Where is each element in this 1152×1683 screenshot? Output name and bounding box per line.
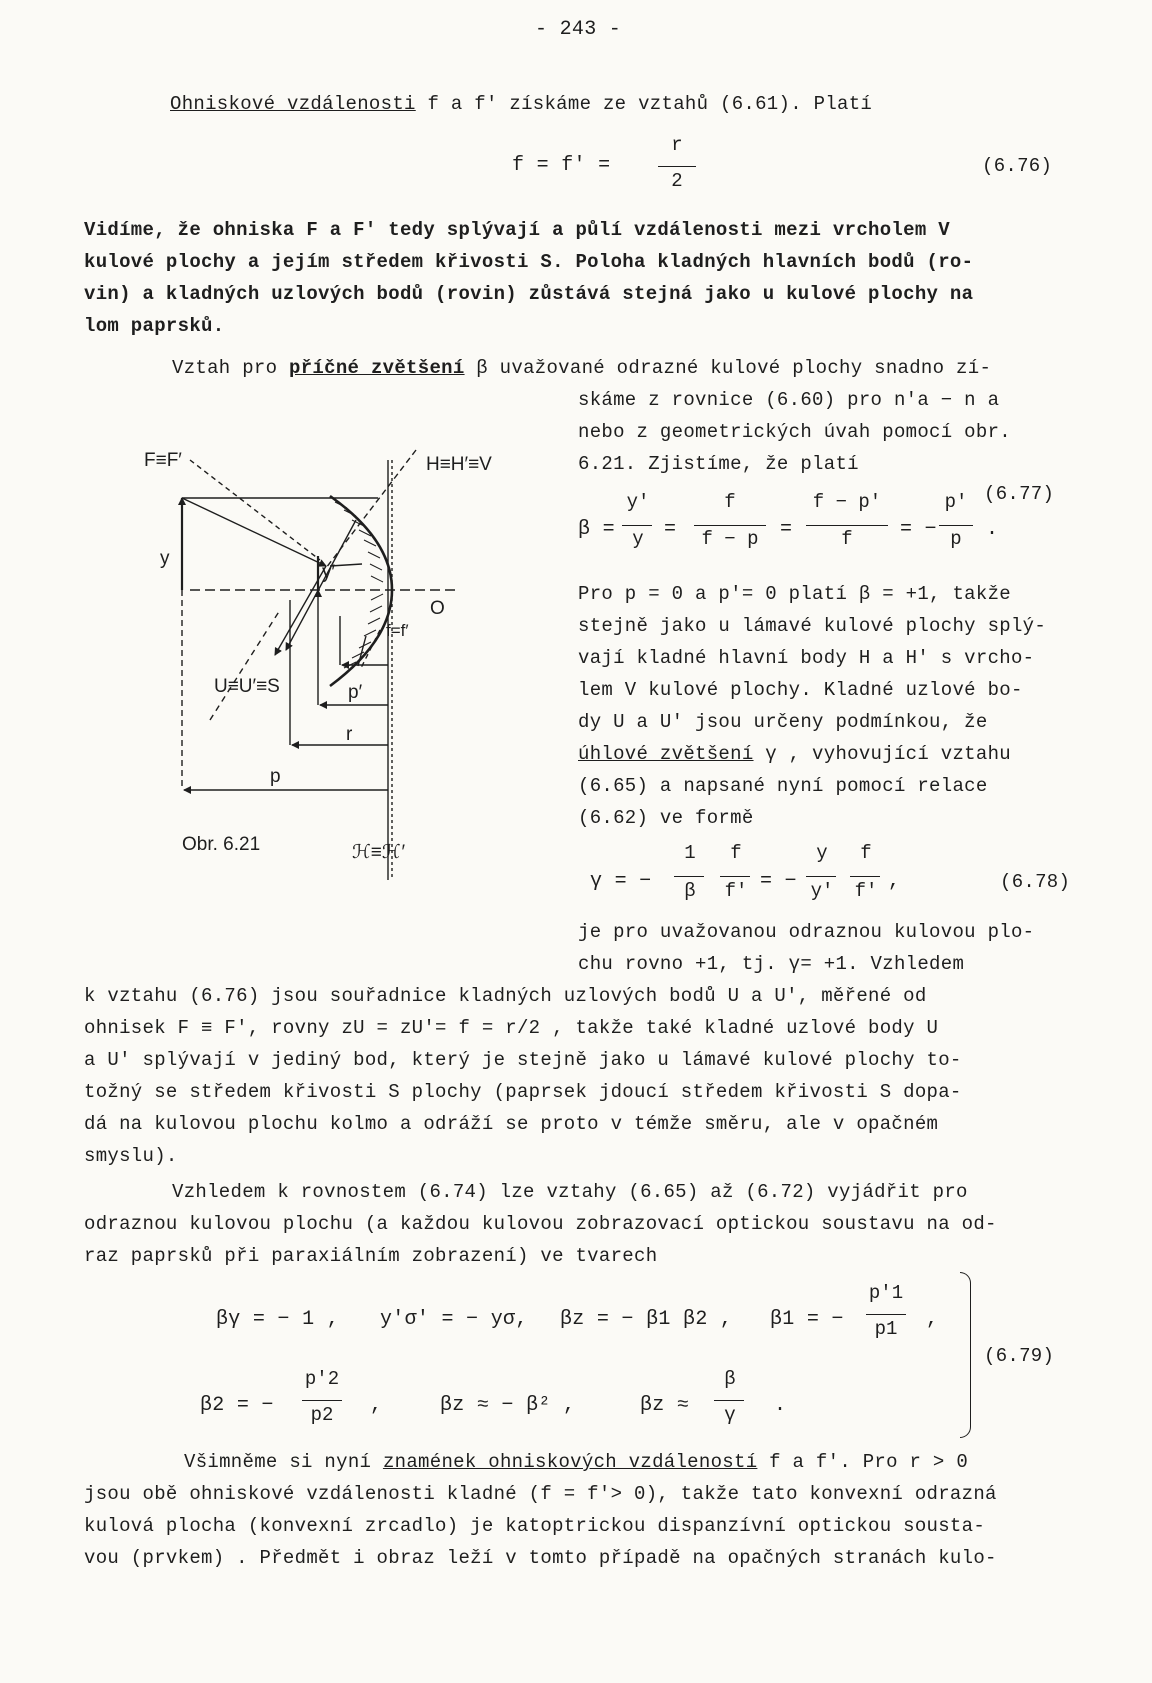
eq679-e7: βz ≈	[640, 1394, 690, 1417]
eq676-tag: (6.76)	[982, 155, 1053, 177]
para2-first-line: Vztah pro příčné zvětšení β uvažované odrazné kulové plochy snadno zí-	[172, 357, 992, 379]
eq679-e4-bar	[866, 1314, 906, 1315]
eq679-e4: β1 = −	[770, 1308, 844, 1331]
eq679-e7-num: β	[724, 1368, 736, 1390]
label-f-eq: f=f′	[386, 621, 409, 640]
eq677-f1-num: y′	[626, 491, 650, 513]
eq677-f4-den: p	[950, 528, 962, 550]
text-line: dá na kulovou plochu kolmo a odráží se proto v témže směru, ale v opačném	[84, 1113, 939, 1135]
text-line: skáme z rovnice (6.60) pro n′a − n a	[578, 389, 1000, 411]
figure-caption: Obr. 6.21	[182, 834, 261, 855]
eq678-d-bar	[850, 876, 880, 877]
text-line: vají kladné hlavní body H a H′ s vrcho-	[578, 647, 1035, 669]
text-line: vou (prvkem) . Předmět i obraz leží v tomto případě na opačných stranách kulo-	[84, 1547, 997, 1569]
eq679-e4-tail: ,	[926, 1308, 939, 1331]
label-y: y	[160, 548, 170, 569]
text-line: lem V kulové plochy. Kladné uzlové bo-	[578, 679, 1023, 701]
para7-first-line: Všimněme si nyní znamének ohniskových vzdáleností f a f′. Pro r > 0	[184, 1451, 969, 1473]
eq676-num: r	[671, 134, 683, 156]
eq678-comma: ,	[888, 870, 901, 893]
eq679-e7-bar	[714, 1400, 744, 1401]
label-script-h: ℋ≡ℋ′	[352, 842, 405, 863]
text-line: 6.21. Zjistíme, že platí	[578, 453, 859, 475]
intro-rest: f a f′ získáme ze vztahů (6.61). Platí	[415, 93, 873, 115]
term-focal-signs: znamének ohniskových vzdáleností	[382, 1451, 758, 1473]
text-line: Vzhledem k rovnostem (6.74) lze vztahy (6.65) až (6.72) vyjádřit pro	[172, 1181, 968, 1203]
eq677-f4-num: p′	[944, 491, 968, 513]
eq679-e7-tail: .	[774, 1394, 787, 1417]
eq678-a-bar	[674, 876, 704, 877]
eq677-f3-num: f − p′	[812, 491, 882, 513]
eq677-f4-bar	[939, 525, 973, 526]
eq678-a-num: 1	[684, 842, 696, 864]
text-line: vin) a kladných uzlových bodů (rovin) zůstává stejná jako u kulové plochy na	[84, 283, 974, 305]
eq677-f2-bar	[694, 525, 766, 526]
text-line: Vidíme, že ohniska F a F′ tedy splývají a půlí vzdálenosti mezi vrcholem V	[84, 219, 950, 241]
text-line: jsou obě ohniskové vzdálenosti kladné (f = f′> 0), takže tato konvexní odrazná	[84, 1483, 997, 1505]
eq679-e2: y′σ′ = − yσ,	[380, 1308, 528, 1331]
eq677-tag: (6.77)	[984, 483, 1055, 505]
term-transverse-magnification: příčné zvětšení	[289, 357, 465, 379]
eq679-e6: βz ≈ − β² ,	[440, 1394, 576, 1417]
eq679-e1: βγ = − 1 ,	[216, 1308, 340, 1331]
eq679-e5-den: p2	[310, 1404, 334, 1426]
eq676-lhs: f = f′ =	[512, 154, 611, 177]
eq679-e7-den: γ	[724, 1404, 736, 1426]
label-p: p	[270, 766, 281, 787]
text-line: kulová plocha (konvexní zrcadlo) je katoptrickou dispanzívní optickou sousta-	[84, 1515, 986, 1537]
text-line: odraznou kulovou plochu (a každou kulovou zobrazovací optickou soustavu na od-	[84, 1213, 997, 1235]
eq679-e5-tail: ,	[370, 1394, 383, 1417]
eq676-bar	[658, 166, 696, 167]
text-line: smyslu).	[84, 1145, 178, 1167]
eq679-e5: β2 = −	[200, 1394, 274, 1417]
page-number: - 243 -	[535, 18, 622, 41]
mirror-hatching	[335, 502, 383, 668]
eq678-tag: (6.78)	[1000, 871, 1071, 893]
eq679-brace	[960, 1272, 971, 1438]
eq678-d-num: f	[860, 842, 872, 864]
label-ff-focus: F≡F′	[144, 450, 182, 471]
label-pp: p′	[348, 682, 363, 703]
eq677-eqm: = −	[900, 518, 937, 541]
eq677-f3-bar	[806, 525, 888, 526]
eq678-d-den: f′	[854, 880, 878, 902]
eq679-e3: βz = − β1 β2 ,	[560, 1308, 733, 1331]
eq678-b-num: f	[730, 842, 742, 864]
eq677-f2-num: f	[724, 491, 736, 513]
eq678-b-den: f′	[724, 880, 748, 902]
figure-6-21	[130, 440, 540, 920]
ray-extension	[190, 460, 320, 560]
eq677-dot: .	[986, 518, 999, 541]
text-line: nebo z geometrických úvah pomocí obr.	[578, 421, 1011, 443]
eq678-eqm: = −	[760, 870, 797, 893]
label-r: r	[346, 724, 353, 745]
ray-reflected-2	[286, 520, 356, 650]
text-line: a U′ splývají v jediný bod, který je stejně jako u lámavé kulové plochy to-	[84, 1049, 962, 1071]
term-focal-distances: Ohniskové vzdálenosti	[170, 93, 416, 115]
leader-ff	[358, 636, 366, 666]
eq678-gamma: γ = −	[590, 870, 652, 893]
eq679-e5-num: p′2	[304, 1368, 340, 1390]
text-line: tožný se středem křivosti S plochy (paprsek jdoucí středem křivosti S dopa-	[84, 1081, 962, 1103]
eq678-b-bar	[720, 876, 750, 877]
eq677-eq2: =	[780, 518, 793, 541]
eq677-f3-den: f	[841, 528, 853, 550]
eq678-c-den: y′	[810, 880, 834, 902]
eq676-den: 2	[671, 170, 683, 192]
label-yp: y′	[322, 562, 336, 583]
eq678-a-den: β	[684, 880, 696, 902]
ray-incident	[182, 498, 326, 566]
text-line: raz paprsků při paraxiálním zobrazení) ve tvarech	[84, 1245, 658, 1267]
label-o: O	[430, 598, 445, 619]
text-line: stejně jako u lámavé kulové plochy splý-	[578, 615, 1047, 637]
text-line: kulové plochy a jejím středem křivosti S. Poloha kladných hlavních bodů (ro-	[84, 251, 974, 273]
ray-center-extension	[210, 610, 280, 720]
text-line: k vztahu (6.76) jsou souřadnice kladných uzlových bodů U a U′, měřené od	[84, 985, 927, 1007]
text-line: chu rovno +1, tj. γ= +1. Vzhledem	[578, 953, 965, 975]
intro-line	[170, 88, 872, 120]
eq679-tag: (6.79)	[984, 1345, 1055, 1367]
label-hhv: H≡H′≡V	[426, 454, 492, 475]
eq678-c-num: y	[816, 842, 828, 864]
eq679-e5-bar	[302, 1400, 342, 1401]
para3-term-line: úhlové zvětšení γ , vyhovující vztahu	[578, 743, 1011, 765]
eq678-c-bar	[806, 876, 836, 877]
text-line: je pro uvažovanou odraznou kulovou plo-	[578, 921, 1035, 943]
eq679-e4-den: p1	[874, 1318, 898, 1340]
term-angular-magnification: úhlové zvětšení	[578, 743, 754, 765]
eq677-f1-den: y	[632, 528, 644, 550]
text-line: (6.65) a napsané nyní pomocí relace	[578, 775, 988, 797]
eq679-e4-num: p′1	[868, 1282, 904, 1304]
eq677-eq1: =	[664, 518, 677, 541]
text-line: lom paprsků.	[84, 315, 225, 337]
text-line: (6.62) ve formě	[578, 807, 754, 829]
text-line: dy U a U′ jsou určeny podmínkou, že	[578, 711, 988, 733]
eq677-beta: β =	[578, 518, 615, 541]
label-us: U≡U′≡S	[214, 676, 280, 697]
text-line: Pro p = 0 a p′= 0 platí β = +1, takže	[578, 583, 1011, 605]
eq677-f2-den: f − p	[701, 528, 759, 550]
eq677-f1-bar	[622, 525, 652, 526]
text-line: ohnisek F ≡ F′, rovny zU = zU′= f = r/2 , takže také kladné uzlové body U	[84, 1017, 939, 1039]
